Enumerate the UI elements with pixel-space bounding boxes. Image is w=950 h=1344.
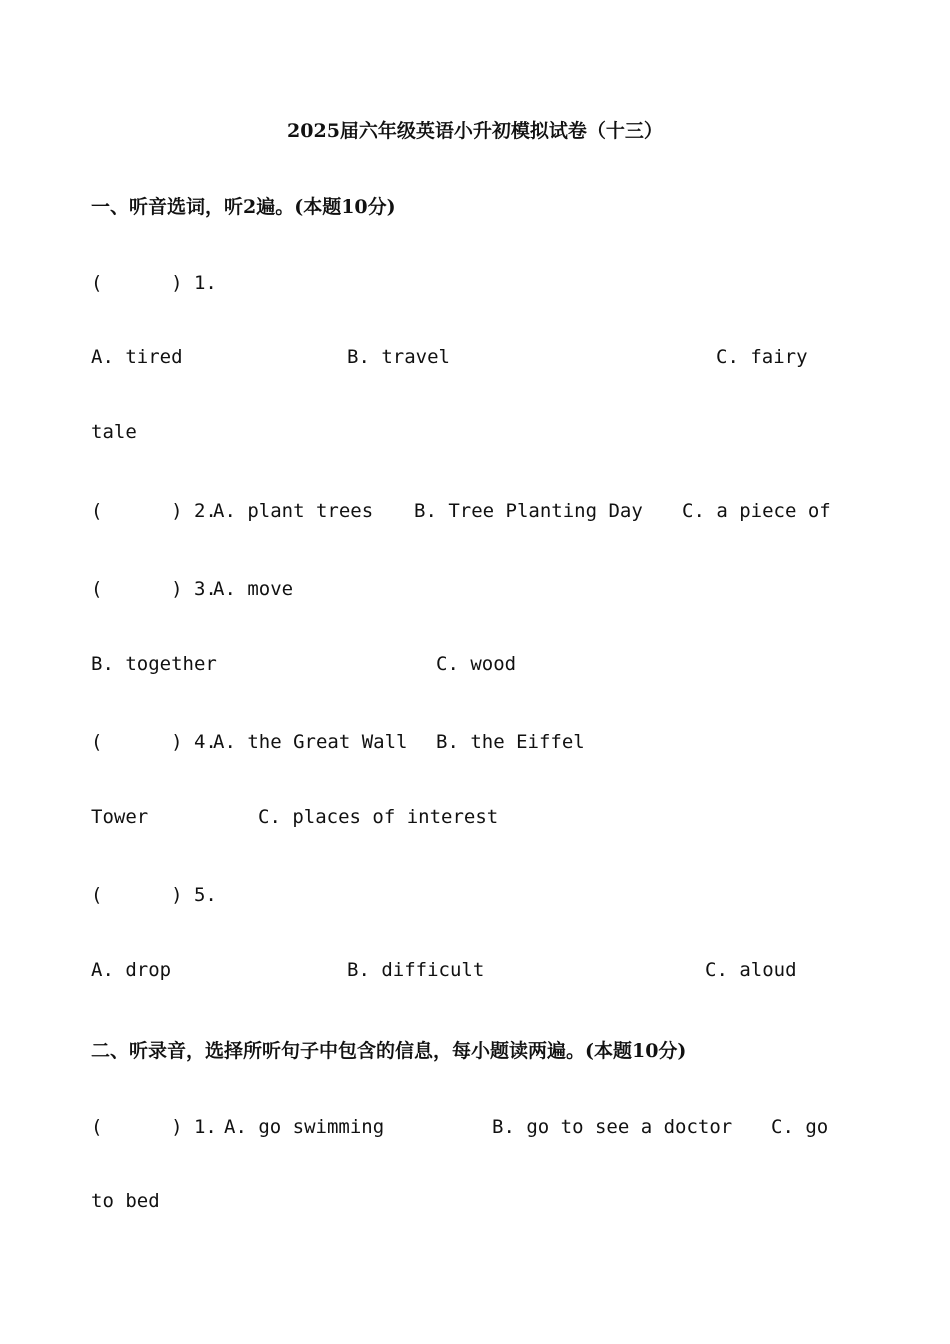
question-2-option-c: C. a piece of (682, 500, 831, 522)
question-2-number: ( ) 2. (91, 500, 217, 522)
question-5-number: ( ) 5. (91, 884, 217, 906)
question-2-option-b: B. Tree Planting Day (414, 500, 643, 522)
question-4-option-a: A. the Great Wall (213, 731, 408, 753)
section2-question-1-option-c-continued: to bed (91, 1190, 160, 1212)
section2-question-1-number: ( ) 1. (91, 1116, 217, 1138)
page-title: 2025届六年级英语小升初模拟试卷（十三） (287, 120, 663, 142)
question-2-option-a: A. plant trees (213, 500, 374, 522)
question-1-option-b: B. travel (347, 346, 450, 368)
question-5-option-c: C. aloud (705, 959, 797, 981)
question-1-number: ( ) 1. (91, 272, 217, 294)
question-1-option-a: A. tired (91, 346, 183, 368)
question-4-number: ( ) 4. (91, 731, 217, 753)
section2-heading: 二、听录音，选择所听句子中包含的信息，每小题读两遍。(本题10分) (91, 1040, 687, 1062)
question-4-option-c: C. places of interest (258, 806, 499, 828)
question-3-option-c: C. wood (436, 653, 517, 675)
section2-question-1-option-c: C. go (771, 1116, 829, 1138)
question-3-number: ( ) 3. (91, 578, 217, 600)
question-1-option-c: C. fairy (716, 346, 808, 368)
question-4-option-b-continued: Tower (91, 806, 149, 828)
section2-question-1-option-a: A. go swimming (224, 1116, 385, 1138)
section1-heading: 一、听音选词，听2遍。(本题10分) (91, 196, 396, 218)
question-1-option-c-continued: tale (91, 421, 137, 443)
question-5-option-b: B. difficult (347, 959, 485, 981)
section2-question-1-option-b: B. go to see a doctor (492, 1116, 733, 1138)
question-5-option-a: A. drop (91, 959, 172, 981)
question-3-option-b: B. together (91, 653, 217, 675)
question-3-option-a: A. move (213, 578, 294, 600)
question-4-option-b: B. the Eiffel (436, 731, 585, 753)
